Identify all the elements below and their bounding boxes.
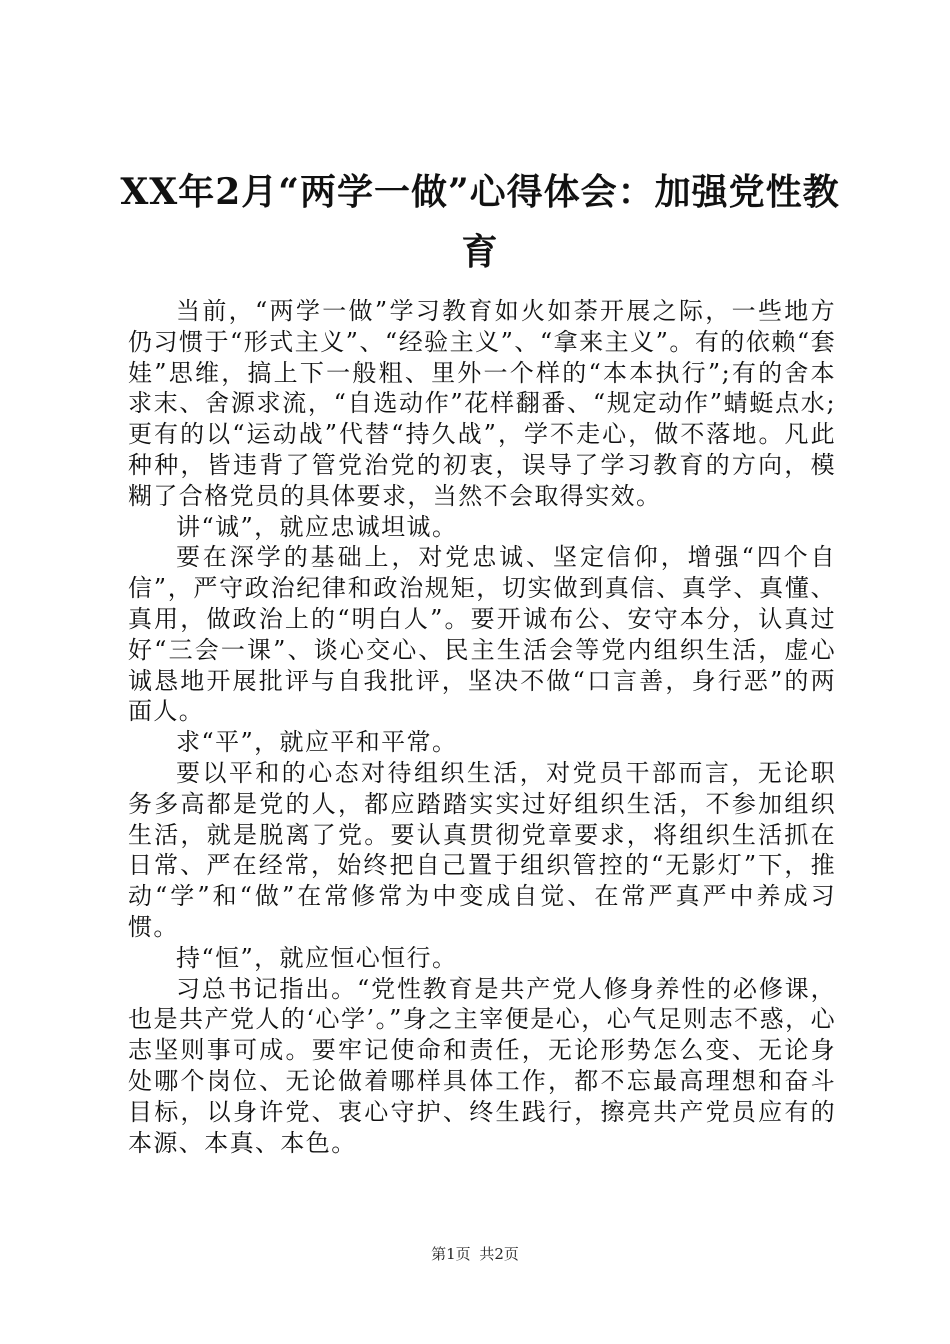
page-footer xyxy=(0,1244,950,1264)
paragraph-ping: 要以平和的心态对待组织生活，对党员干部而言，无论职务多高都是党的人，都应踏踏实实过好组织生活，不参加组织生活，就是脱离了党。要认真贯彻党章要求，将组织生活抓在日常、严在经常，始终把自己置于组织管控的“无影灯”下，推动“学”和“做”在常修常为中变成自觉、在常严真严中养成习惯。 xyxy=(128,758,836,941)
paragraph-heading-heng: 持“恒”，就应恒心恒行。 xyxy=(176,943,458,972)
document-title: XX年2月“两学一做”心得体会：加强党性教育 xyxy=(120,171,840,273)
paragraph-intro: 当前，“两学一做”学习教育如火如荼开展之际，一些地方仍习惯于“形式主义”、“经验主义”、“拿来主义”。有的依赖“套娃”思维，搞上下一般粗、里外一个样的“本本执行”;有的舍本求末、舍源求流，“自选动作”花样翻番、“规定动作”蜻蜓点水;更有的以“运动战”代替“持久战”，学不走心，做不落地。凡此种种，皆违背了管党治党的初衷，误导了学习教育的方向，模糊了合格党员的具体要求，当然不会取得实效。 xyxy=(128,297,836,510)
paragraph-heading-cheng: 讲“诚”，就应忠诚坦诚。 xyxy=(176,512,458,541)
paragraph-heading-ping: 求“平”，就应平和平常。 xyxy=(176,728,458,757)
paragraph-cheng: 要在深学的基础上，对党忠诚、坚定信仰，增强“四个自信”，严守政治纪律和政治规矩，切实做到真信、真学、真懂、真用，做政治上的“明白人”。要开诚布公、安守本分，认真过好“三会一课”、谈心交心、民主生活会等党内组织生活，虚心诚恳地开展批评与自我批评，坚决不做“口言善，身行恶”的两面人。 xyxy=(128,543,836,726)
paragraph-heng: 习总书记指出。“党性教育是共产党人修身养性的必修课，也是共产党人的‘心学’。”身之主宰便是心，心气足则志不惑，心志坚则事可成。要牢记使命和责任，无论形势怎么变、无论身处哪个岗位、无论做着哪样具体工作，都不忘最高理想和奋斗目标，以身许党、衷心守护、终生践行，擦亮共产党员应有的本源、本真、本色。 xyxy=(128,974,836,1157)
page-number: 第1页 xyxy=(431,1245,471,1263)
page-total: 共2页 xyxy=(479,1245,519,1263)
document-body xyxy=(128,296,836,1158)
